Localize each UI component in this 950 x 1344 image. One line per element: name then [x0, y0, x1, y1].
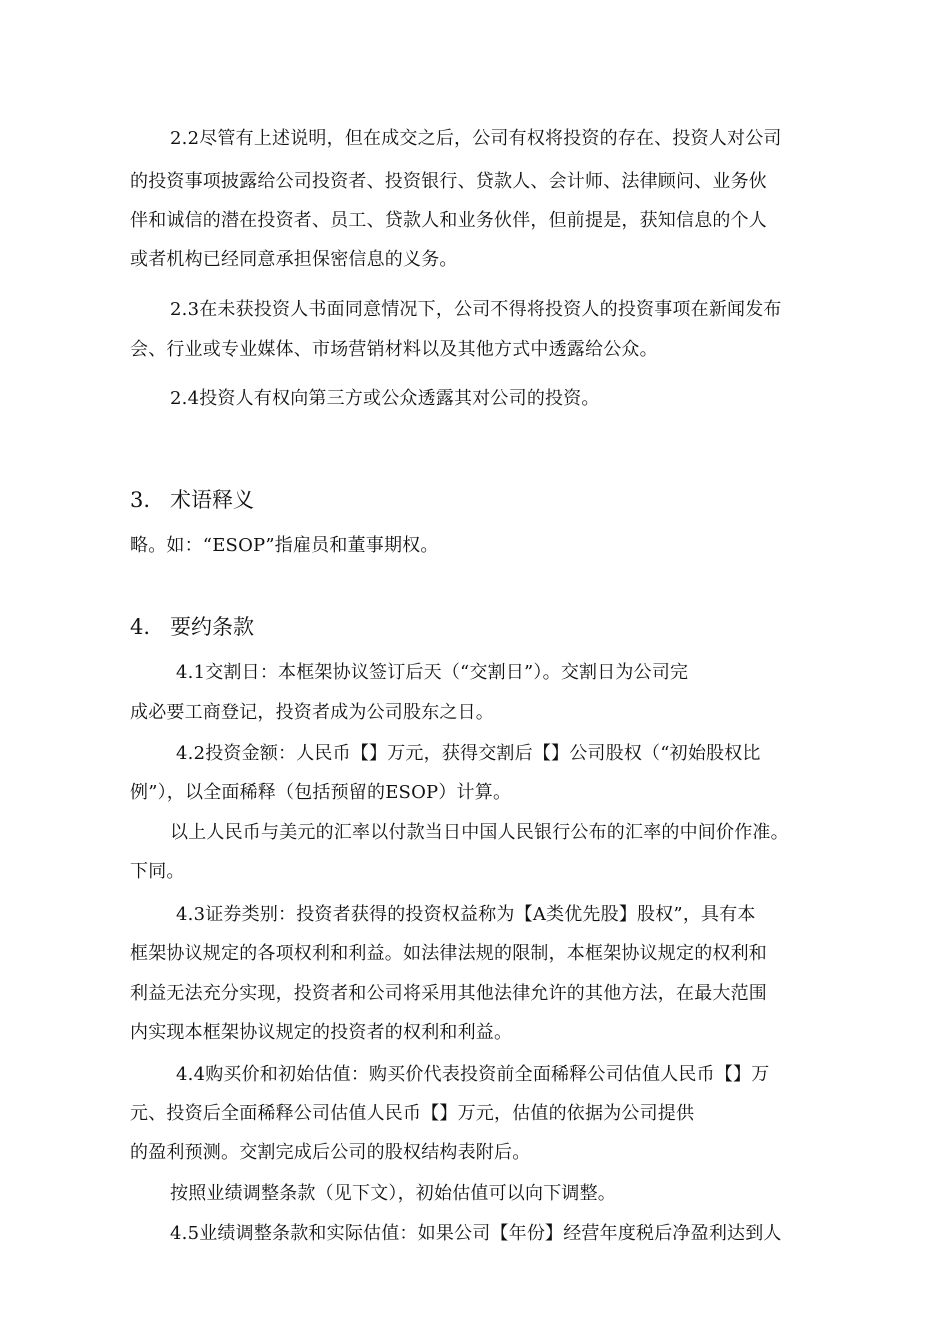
paragraph-4-3-line-2: 框架协议规定的各项权利和利益。如法律法规的限制，本框架协议规定的权利和 [130, 943, 767, 964]
paragraph-2-2-line-3: 伴和诚信的潜在投资者、员工、贷款人和业务伙伴，但前提是，获知信息的个人 [130, 210, 767, 231]
paragraph-4-4-line-2: 元、投资后全面稀释公司估值人民币【】万元，估值的依据为公司提供 [130, 1103, 695, 1124]
paragraph-4-1-line-1: 4.1交割日：本框架协议签订后天（“交割日”）。交割日为公司完 [176, 662, 689, 683]
paragraph-2-3-line-1: 2.3在未获投资人书面同意情况下，公司不得将投资人的投资事项在新闻发布 [170, 299, 782, 320]
section-3-title: 术语释义 [170, 488, 254, 512]
paragraph-2-2-line-4: 或者机构已经同意承担保密信息的义务。 [130, 249, 458, 270]
paragraph-4-3-line-4: 内实现本框架协议规定的投资者的权利和利益。 [130, 1022, 513, 1043]
paragraph-2-3-line-2: 会、行业或专业媒体、市场营销材料以及其他方式中透露给公众。 [130, 339, 658, 360]
paragraph-4-2-line-1: 4.2投资金额：人民币【】万元，获得交割后【】公司股权（“初始股权比 [176, 743, 761, 764]
section-4-heading [130, 613, 254, 641]
paragraph-2-2-line-2: 的投资事项披露给公司投资者、投资银行、贷款人、会计师、法律顾问、业务伙 [130, 171, 767, 192]
paragraph-4-3-line-1: 4.3证券类别：投资者获得的投资权益称为【A类优先股】股权”，具有本 [176, 904, 756, 925]
paragraph-4-5-line-1: 4.5业绩调整条款和实际估值：如果公司【年份】经营年度税后净盈利达到人 [170, 1223, 782, 1244]
paragraph-exchange-rate-line-2: 下同。 [130, 861, 185, 882]
section-3-heading [130, 486, 254, 514]
paragraph-4-2-line-2: 例”），以全面稀释（包括预留的ESOP）计算。 [130, 782, 512, 803]
paragraph-4-1-line-2: 成必要工商登记，投资者成为公司股东之日。 [130, 702, 494, 723]
paragraph-2-2-line-1: 2.2尽管有上述说明，但在成交之后，公司有权将投资的存在、投资人对公司 [170, 128, 782, 149]
section-4-number: 4. [130, 615, 151, 639]
paragraph-adjustment-line-1: 按照业绩调整条款（见下文），初始估值可以向下调整。 [170, 1183, 616, 1204]
section-4-title: 要约条款 [170, 615, 254, 639]
section-3-body: 略。如：“ESOP”指雇员和董事期权。 [130, 535, 439, 556]
paragraph-exchange-rate-line-1: 以上人民币与美元的汇率以付款当日中国人民银行公布的汇率的中间价作准。 [170, 822, 789, 843]
paragraph-4-3-line-3: 利益无法充分实现，投资者和公司将采用其他法律允许的其他方法，在最大范围 [130, 983, 767, 1004]
paragraph-4-4-line-1: 4.4购买价和初始估值：购买价代表投资前全面稀释公司估值人民币【】万 [176, 1064, 770, 1085]
paragraph-4-4-line-3: 的盈利预测。交割完成后公司的股权结构表附后。 [130, 1142, 531, 1163]
section-3-number: 3. [130, 488, 151, 512]
paragraph-2-4-line-1: 2.4投资人有权向第三方或公众透露其对公司的投资。 [170, 388, 600, 409]
